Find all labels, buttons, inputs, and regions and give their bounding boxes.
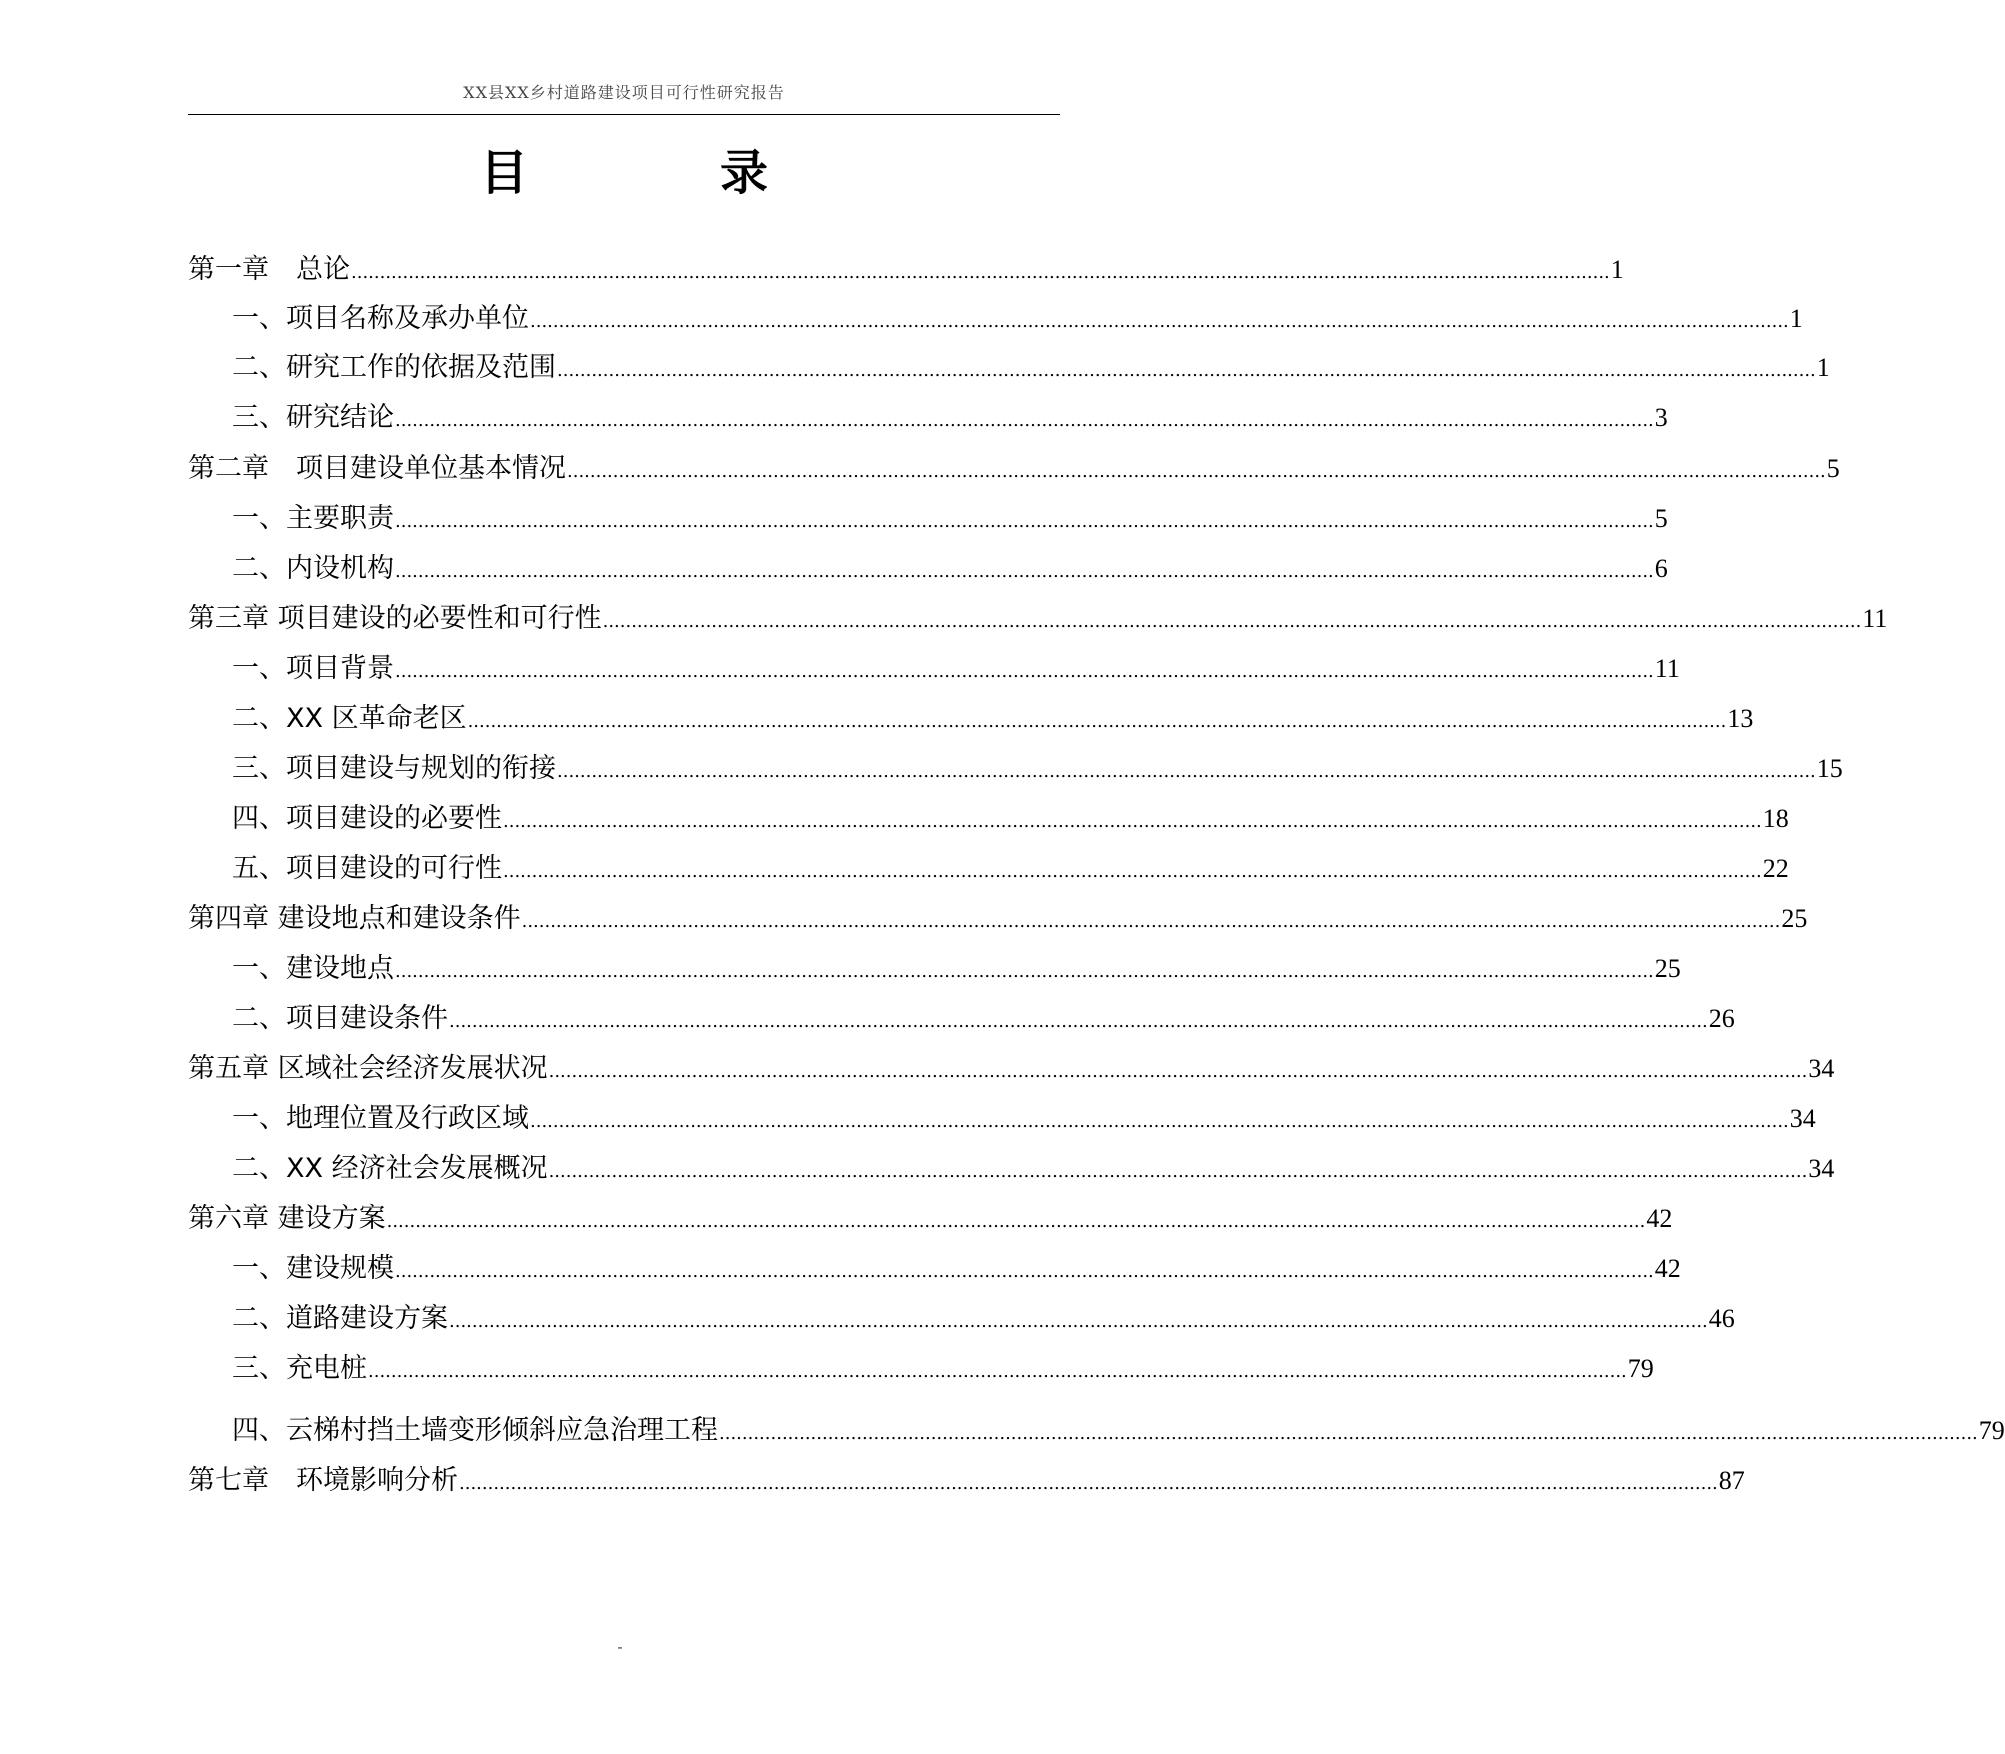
toc-leader-dots: ............................................................................................................................................................................................................................ — [395, 561, 1654, 582]
toc-entry-label: 二、道路建设方案 — [232, 1303, 448, 1334]
toc-leader-dots: ............................................................................................................................................................................................................................ — [557, 360, 1816, 381]
toc-section-entry[interactable] — [188, 949, 1681, 992]
toc-entry-label: 一、主要职责 — [232, 503, 394, 534]
toc-section-entry[interactable] — [188, 849, 1789, 892]
toc-title: 目 录 — [479, 145, 840, 201]
toc-entry-page-number: 1 — [1789, 304, 1803, 333]
toc-section-entry[interactable] — [188, 699, 1754, 742]
toc-leader-dots: ............................................................................................................................................................................................................................ — [395, 961, 1654, 982]
toc-entry-label: 第六章 建设方案 — [188, 1203, 386, 1234]
toc-entry-page-number: 15 — [1816, 754, 1843, 783]
toc-leader-dots: ............................................................................................................................................................................................................................ — [386, 1211, 1646, 1232]
toc-leader-dots: ............................................................................................................................................................................................................................ — [368, 1361, 1627, 1382]
toc-entry-page-number: 34 — [1808, 1154, 1835, 1183]
toc-entry-page-number: 5 — [1654, 504, 1668, 533]
toc-entry-label: 一、项目名称及承办单位 — [232, 303, 529, 334]
toc-section-entry[interactable] — [188, 1149, 1835, 1192]
toc-entry-page-number: 18 — [1762, 804, 1789, 833]
toc-section-entry[interactable] — [188, 1411, 2005, 1454]
toc-entry-page-number: 46 — [1708, 1304, 1735, 1333]
toc-section-entry[interactable] — [188, 348, 1830, 391]
toc-leader-dots: ............................................................................................................................................................................................................................ — [503, 811, 1762, 832]
toc-entry-label: 一、建设地点 — [232, 953, 394, 984]
toc-entry-label: 第五章 区域社会经济发展状况 — [188, 1053, 548, 1084]
toc-entry-page-number: 22 — [1762, 854, 1789, 883]
toc-entry-page-number: 11 — [1862, 604, 1888, 633]
toc-entry-page-number: 13 — [1727, 704, 1754, 733]
toc-section-entry[interactable] — [188, 299, 1803, 342]
toc-section-entry[interactable] — [188, 749, 1843, 792]
toc-entry-label: 一、地理位置及行政区域 — [232, 1103, 529, 1134]
toc-entry-page-number: 25 — [1654, 954, 1681, 983]
toc-leader-dots: ............................................................................................................................................................................................................................ — [503, 861, 1762, 882]
toc-leader-dots: ............................................................................................................................................................................................................................ — [449, 1311, 1708, 1332]
toc-entry-label: 二、研究工作的依据及范围 — [232, 352, 556, 383]
toc-section-entry[interactable] — [188, 799, 1789, 842]
toc-chapter-entry[interactable] — [188, 1199, 1673, 1242]
toc-entry-label: 第三章 项目建设的必要性和可行性 — [188, 603, 602, 634]
toc-entry-page-number: 42 — [1646, 1204, 1673, 1233]
toc-entry-page-number: 1 — [1816, 353, 1830, 382]
toc-section-entry[interactable] — [188, 1099, 1816, 1142]
toc-entry-label: 二、项目建设条件 — [232, 1003, 448, 1034]
toc-entry-label: 五、项目建设的可行性 — [232, 853, 502, 884]
toc-entry-label: 二、XX 区革命老区 — [232, 703, 467, 734]
toc-entry-page-number: 42 — [1654, 1254, 1681, 1283]
toc-leader-dots: ............................................................................................................................................................................................................................ — [530, 311, 1789, 332]
toc-leader-dots: ............................................................................................................................................................................................................................ — [557, 761, 1816, 782]
toc-leader-dots: ............................................................................................................................................................................................................................ — [395, 1261, 1654, 1282]
toc-leader-dots: ............................................................................................................................................................................................................................ — [548, 1061, 1808, 1082]
toc-entry-page-number: 26 — [1708, 1004, 1735, 1033]
toc-leader-dots: ............................................................................................................................................................................................................................ — [719, 1423, 1978, 1444]
toc-section-entry[interactable] — [188, 1299, 1735, 1342]
toc-entry-label: 三、充电桩 — [232, 1353, 367, 1384]
toc-entry-page-number: 3 — [1654, 403, 1668, 432]
toc-section-entry[interactable] — [188, 999, 1735, 1042]
toc-entry-page-number: 1 — [1610, 255, 1624, 284]
toc-entry-label: 第二章 项目建设单位基本情况 — [188, 453, 566, 484]
running-header: XX县XX乡村道路建设项目可行性研究报告 — [463, 83, 785, 102]
toc-leader-dots: ............................................................................................................................................................................................................................ — [548, 1161, 1808, 1182]
toc-leader-dots: ............................................................................................................................................................................................................................ — [459, 1473, 1718, 1494]
toc-entry-label: 三、研究结论 — [232, 402, 394, 433]
toc-entry-label: 一、项目背景 — [232, 653, 394, 684]
toc-leader-dots: ............................................................................................................................................................................................................................ — [521, 911, 1781, 932]
toc-section-entry[interactable] — [188, 649, 1680, 692]
toc-leader-dots: ............................................................................................................................................................................................................................ — [351, 262, 1610, 283]
toc-section-entry[interactable] — [188, 549, 1668, 592]
toc-chapter-entry[interactable] — [188, 449, 1840, 492]
toc-entry-label: 第七章 环境影响分析 — [188, 1465, 458, 1496]
toc-entry-label: 三、项目建设与规划的衔接 — [232, 753, 556, 784]
toc-leader-dots: ............................................................................................................................................................................................................................ — [467, 711, 1727, 732]
toc-entry-page-number: 25 — [1781, 904, 1808, 933]
toc-leader-dots: ............................................................................................................................................................................................................................ — [395, 410, 1654, 431]
page-footer-mark: - — [617, 1640, 623, 1656]
toc-section-entry[interactable] — [188, 499, 1668, 542]
toc-entry-page-number: 6 — [1654, 554, 1668, 583]
toc-entry-page-number: 87 — [1718, 1466, 1745, 1495]
toc-entry-label: 四、云梯村挡土墙变形倾斜应急治理工程 — [232, 1415, 718, 1446]
toc-leader-dots: ............................................................................................................................................................................................................................ — [602, 611, 1862, 632]
toc-entry-label: 四、项目建设的必要性 — [232, 803, 502, 834]
toc-chapter-entry[interactable] — [188, 250, 1624, 293]
toc-leader-dots: ............................................................................................................................................................................................................................ — [567, 461, 1826, 482]
toc-leader-dots: ............................................................................................................................................................................................................................ — [395, 511, 1654, 532]
toc-section-entry[interactable] — [188, 398, 1668, 441]
toc-entry-page-number: 79 — [1627, 1354, 1654, 1383]
toc-chapter-entry[interactable] — [188, 1049, 1835, 1092]
header-divider — [188, 114, 1060, 115]
toc-section-entry[interactable] — [188, 1349, 1654, 1392]
toc-entry-label: 二、内设机构 — [232, 553, 394, 584]
toc-entry-label: 二、XX 经济社会发展概况 — [232, 1153, 548, 1184]
toc-entry-page-number: 34 — [1789, 1104, 1816, 1133]
toc-entry-page-number: 79 — [1978, 1416, 2005, 1445]
toc-leader-dots: ............................................................................................................................................................................................................................ — [449, 1011, 1708, 1032]
toc-chapter-entry[interactable] — [188, 899, 1808, 942]
toc-entry-page-number: 11 — [1654, 654, 1680, 683]
toc-entry-label: 第一章 总论 — [188, 254, 350, 285]
toc-section-entry[interactable] — [188, 1249, 1681, 1292]
toc-entry-label: 一、建设规模 — [232, 1253, 394, 1284]
toc-entry-label: 第四章 建设地点和建设条件 — [188, 903, 521, 934]
toc-chapter-entry[interactable] — [188, 599, 1888, 642]
toc-chapter-entry[interactable] — [188, 1461, 1745, 1504]
toc-leader-dots: ............................................................................................................................................................................................................................ — [395, 661, 1654, 682]
toc-leader-dots: ............................................................................................................................................................................................................................ — [530, 1111, 1789, 1132]
toc-entry-page-number: 5 — [1826, 454, 1840, 483]
toc-entry-page-number: 34 — [1808, 1054, 1835, 1083]
